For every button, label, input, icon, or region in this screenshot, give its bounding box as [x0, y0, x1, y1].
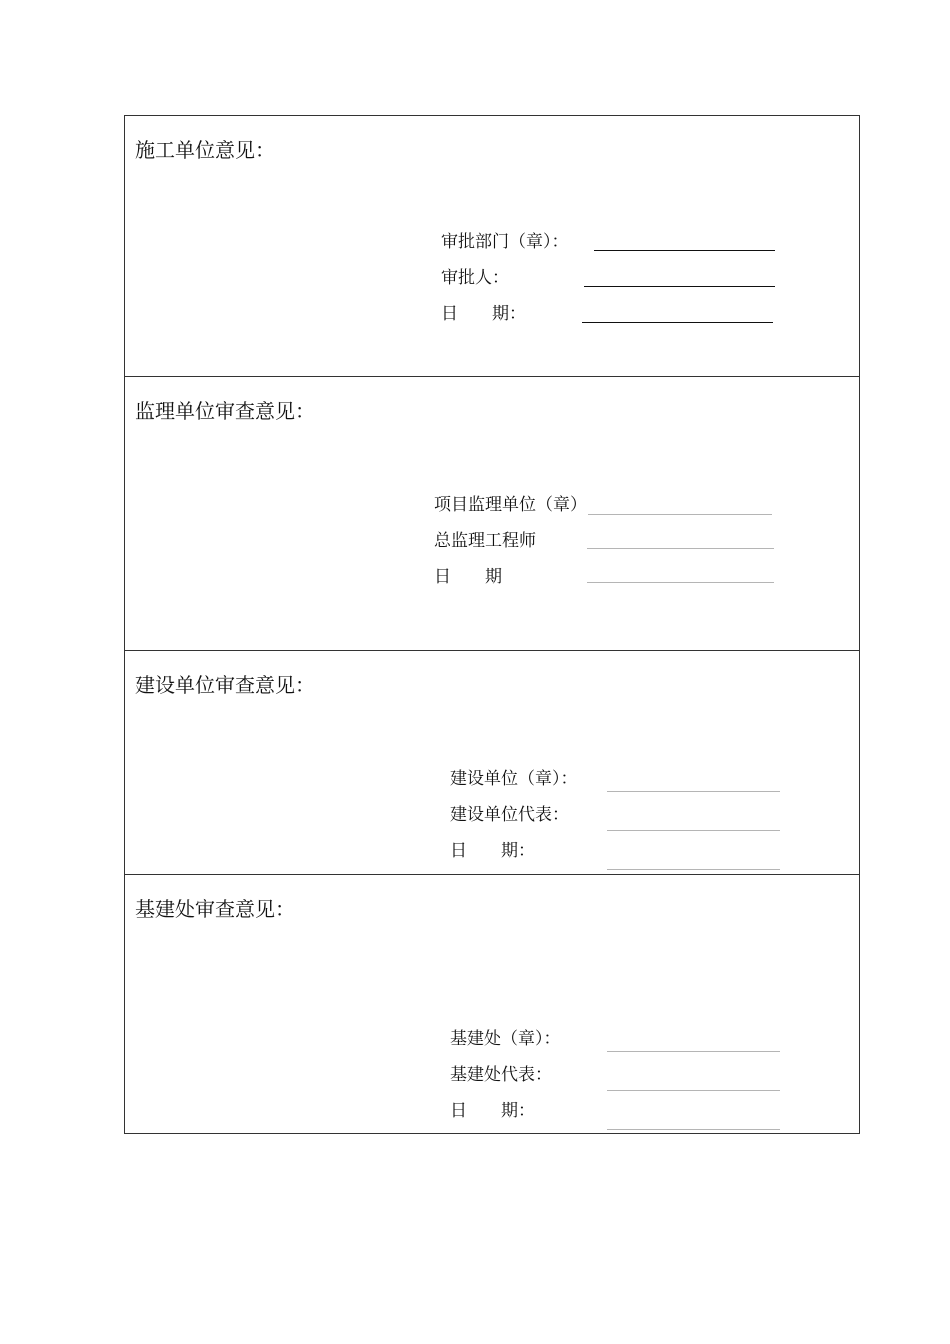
signature-line[interactable] — [584, 286, 775, 287]
approval-form-table — [124, 115, 860, 1134]
section-title: 建设单位审查意见： — [135, 673, 315, 697]
construction-owner-review-section — [125, 650, 859, 874]
signature-line[interactable] — [607, 791, 780, 792]
field-label: 审批人： — [441, 268, 509, 288]
field-label: 基建处（章）： — [450, 1029, 561, 1049]
signature-line[interactable] — [587, 548, 774, 549]
field-label: 基建处代表： — [450, 1065, 552, 1085]
field-label: 建设单位（章）： — [450, 769, 578, 789]
signature-line[interactable] — [582, 322, 773, 323]
signature-line[interactable] — [594, 250, 775, 251]
date-field — [441, 302, 781, 326]
approval-dept-field — [441, 230, 781, 254]
field-label: 日 期： — [450, 841, 535, 861]
signature-line[interactable] — [588, 514, 772, 515]
section-title: 基建处审查意见： — [135, 897, 295, 921]
field-label: 总监理工程师 — [434, 531, 536, 551]
infra-dept-seal-field — [450, 1027, 790, 1051]
signature-line[interactable] — [607, 1090, 780, 1091]
signature-line[interactable] — [607, 1051, 780, 1052]
field-label: 日 期 — [434, 567, 502, 587]
section-title: 施工单位意见： — [135, 138, 275, 162]
field-label: 审批部门（章）： — [441, 232, 569, 252]
date-field — [450, 1099, 790, 1123]
field-label: 日 期： — [450, 1101, 535, 1121]
supervision-unit-seal-field — [434, 493, 774, 517]
construction-unit-opinion-section — [125, 116, 859, 376]
date-field — [434, 565, 774, 589]
signature-line[interactable] — [607, 869, 780, 870]
approver-field — [441, 266, 781, 290]
signature-line[interactable] — [587, 582, 774, 583]
infra-dept-representative-field — [450, 1063, 790, 1087]
section-title: 监理单位审查意见： — [135, 399, 315, 423]
owner-seal-field — [450, 767, 790, 791]
owner-representative-field — [450, 803, 790, 827]
infrastructure-dept-review-section — [125, 874, 859, 1133]
signature-line[interactable] — [607, 830, 780, 831]
field-label: 建设单位代表： — [450, 805, 569, 825]
date-field — [450, 839, 790, 863]
chief-supervisor-field — [434, 529, 774, 553]
field-label: 日 期： — [441, 304, 526, 324]
supervision-unit-review-section — [125, 376, 859, 650]
field-label: 项目监理单位（章） — [434, 495, 587, 515]
signature-line[interactable] — [607, 1129, 780, 1130]
